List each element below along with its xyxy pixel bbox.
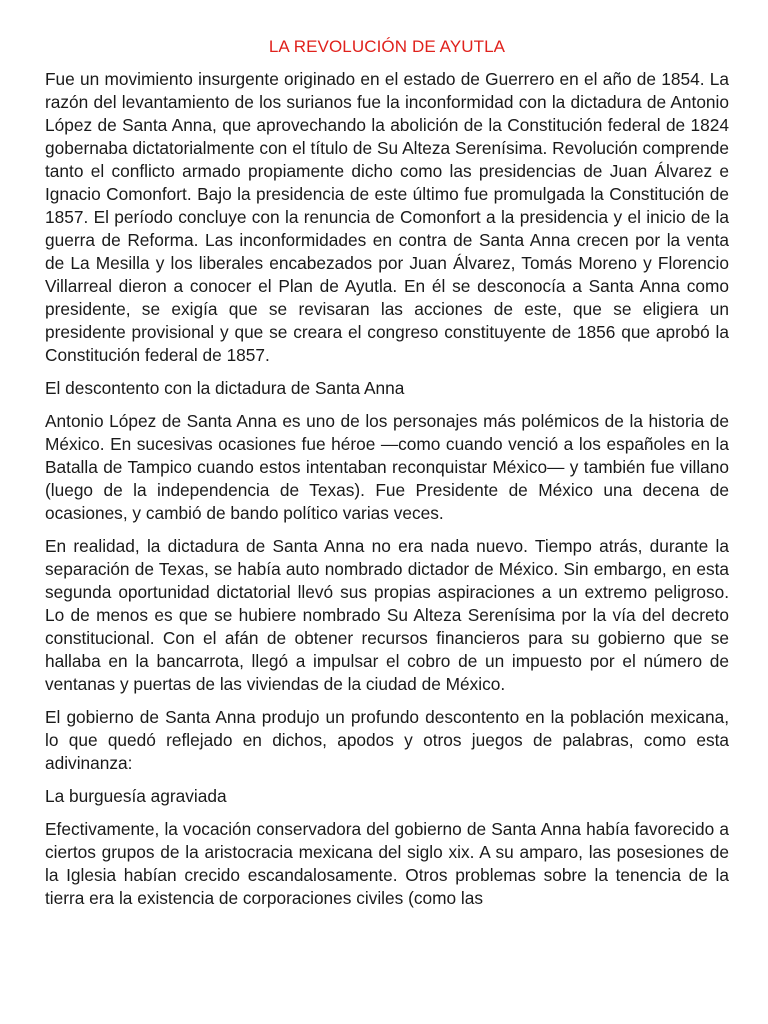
document-page (45, 36, 729, 920)
paragraph-burguesia: Efectivamente, la vocación conservadora del gobierno de Santa Anna había favorecido a ciertos grupos de la aristocracia mexicana del siglo xix. A su amparo, las posesiones de la Iglesia habían crecido escandalosamente. Otros problemas sobre la tenencia de la tierra era la existencia de corporaciones civiles (como las (45, 819, 729, 908)
paragraph-descontento: El gobierno de Santa Anna produjo un profundo descontento en la población mexicana, lo que quedó reflejado en dichos, apodos y otros juegos de palabras, como esta adivinanza: (45, 707, 729, 773)
paragraph-intro: Fue un movimiento insurgente originado en el estado de Guerrero en el año de 1854. La razón del levantamiento de los surianos fue la inconformidad con la dictadura de Antonio López de Santa Anna, que aprovechando la abolición de la Constitución federal de 1824 gobernaba dictatorialmente con el título de Su Alteza Serenísima. Revolución comprende tanto el conflicto armado propiamente dicho como las presidencias de Juan Álvarez e Ignacio Comonfort. Bajo la presidencia de este último fue promulgada la Constitución de 1857. El período concluye con la renuncia de Comonfort a la presidencia y el inicio de la guerra de Reforma. Las inconformidades en contra de Santa Anna crecen por la venta de La Mesilla y los liberales encabezados por Juan Álvarez, Tomás Moreno y Florencio Villarreal dieron a conocer el Plan de Ayutla. En él se desconocía a Santa Anna como presidente, se exigía que se revisaran las acciones de este, que se eligiera un presidente provisional y que se creara el congreso constituyente de 1856 que aprobó la Constitución federal de 1857. (45, 69, 729, 365)
paragraph-santa-anna: Antonio López de Santa Anna es uno de los personajes más polémicos de la historia de México. En sucesivas ocasiones fue héroe —como cuando venció a los españoles en la Batalla de Tampico cuando estos intentaban reconquistar México— y también fue villano (luego de la independencia de Texas). Fue Presidente de México una decena de ocasiones, y cambió de bando político varias veces. (45, 411, 729, 523)
paragraph-dictadura: En realidad, la dictadura de Santa Anna no era nada nuevo. Tiempo atrás, durante la separación de Texas, se había auto nombrado dictador de México. Sin embargo, en esta segunda oportunidad dictatorial llevó sus propias aspiraciones a un extremo peligroso. Lo de menos es que se hubiere nombrado Su Alteza Serenísima por la vía del decreto constitucional. Con el afán de obtener recursos financieros para su gobierno que se hallaba en la bancarrota, llegó a impulsar el cobro de un impuesto por el número de ventanas y puertas de las viviendas de la ciudad de México. (45, 536, 729, 694)
section-heading-descontento: El descontento con la dictadura de Santa Anna (45, 378, 405, 398)
page-title: LA REVOLUCIÓN DE AYUTLA (268, 37, 506, 56)
section-heading-burguesia: La burguesía agraviada (45, 786, 227, 806)
